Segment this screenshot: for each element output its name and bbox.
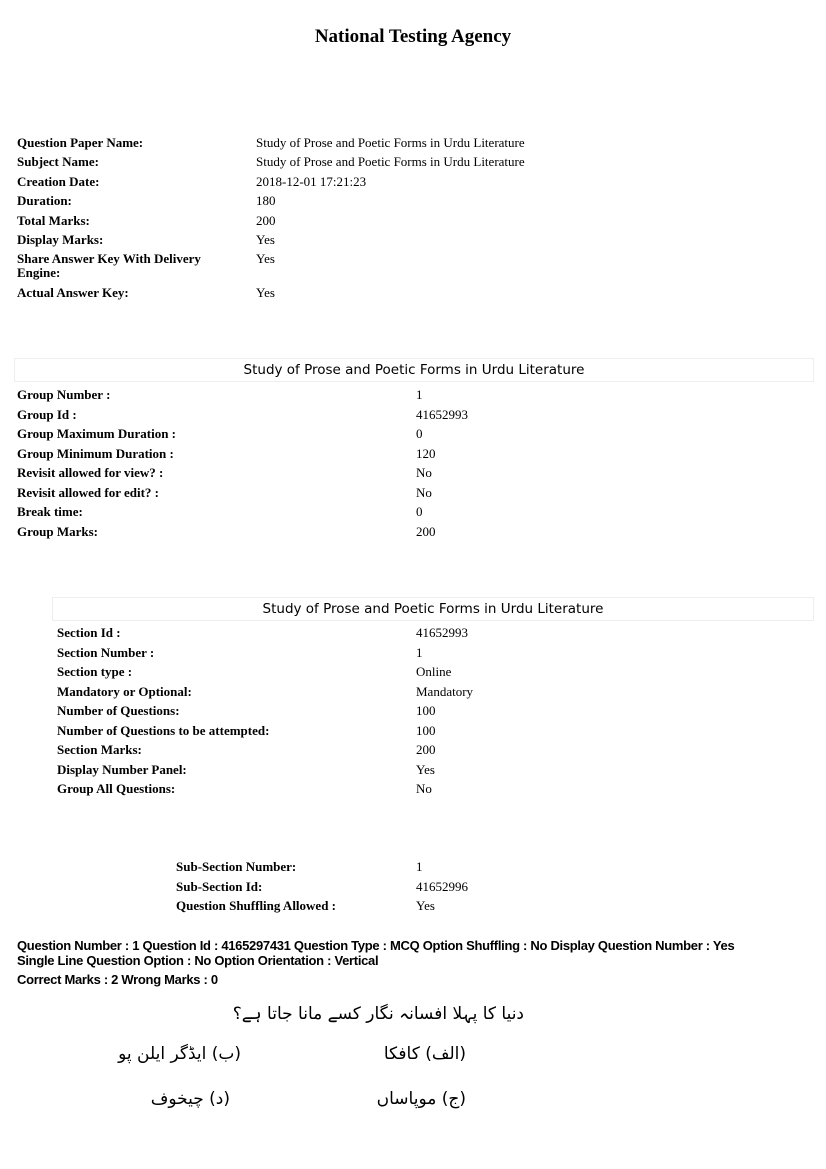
field-value: Study of Prose and Poetic Forms in Urdu Literature — [256, 135, 525, 150]
field-label: Display Marks: — [17, 232, 104, 247]
option-b: (ب) ایڈگر ایلن پو — [118, 1044, 241, 1064]
field-value: 1 — [416, 859, 423, 874]
question-meta: Question Number : 1 Question Id : 4165297431 Question Type : MCQ Option Shuffling : No Display Question Number : Yes — [17, 938, 735, 953]
field-value: Mandatory — [416, 683, 474, 699]
question-options-meta: Single Line Question Option : No Option Orientation : Vertical — [17, 953, 379, 968]
field-value: Study of Prose and Poetic Forms in Urdu Literature — [256, 154, 525, 170]
field-value: Yes — [256, 285, 275, 301]
page-title: National Testing Agency — [314, 26, 512, 47]
group-header: Study of Prose and Poetic Forms in Urdu Literature — [14, 358, 814, 382]
field-value: 200 — [416, 742, 436, 757]
field-value: No — [416, 465, 432, 480]
field-label: Question Shuffling Allowed : — [176, 898, 337, 913]
field-value: Yes — [256, 251, 275, 267]
field-value: Yes — [416, 898, 435, 913]
field-value: 100 — [416, 722, 436, 738]
field-value: 41652993 — [416, 406, 468, 422]
field-label: Group Id : — [17, 406, 77, 422]
field-label: Group All Questions: — [57, 781, 176, 796]
field-label: Group Marks: — [17, 523, 99, 539]
field-label: Section type : — [57, 664, 133, 679]
field-label: Section Marks: — [57, 742, 142, 757]
question-marks: Correct Marks : 2 Wrong Marks : 0 — [17, 972, 218, 987]
field-value: 180 — [256, 193, 276, 209]
field-value: 2018-12-01 17:21:23 — [256, 173, 367, 189]
field-value: No — [416, 781, 432, 796]
field-value: 200 — [416, 523, 436, 539]
field-label: Duration: — [17, 193, 72, 209]
field-value: Online — [416, 664, 452, 679]
field-label: Display Number Panel: — [57, 761, 187, 777]
field-label: Group Number : — [17, 387, 111, 402]
field-label: Section Number : — [57, 644, 155, 660]
field-value: 100 — [416, 703, 436, 718]
field-value: 200 — [256, 212, 276, 228]
field-value: 1 — [416, 644, 423, 660]
field-value: No — [416, 484, 432, 500]
option-a: (الف) کافکا — [383, 1044, 466, 1064]
field-label: Actual Answer Key: — [17, 285, 129, 301]
field-value: 41652993 — [416, 625, 468, 640]
section-header: Study of Prose and Poetic Forms in Urdu Literature — [52, 597, 814, 621]
field-value: 41652996 — [416, 878, 468, 894]
option-c: (ج) موپاساں — [376, 1089, 466, 1109]
field-label: Break time: — [17, 504, 83, 519]
field-label: Number of Questions: — [57, 703, 180, 718]
field-label: Section Id : — [57, 625, 121, 640]
question-text: دنیا کا پہلا افسانہ نگار کسے مانا جاتا ہے؟ — [232, 1004, 524, 1024]
field-label: Share Answer Key With Delivery Engine: — [17, 251, 201, 281]
field-label: Subject Name: — [17, 154, 99, 170]
field-label: Creation Date: — [17, 173, 100, 189]
field-label: Group Maximum Duration : — [17, 426, 177, 441]
field-label: Revisit allowed for edit? : — [17, 484, 160, 500]
field-value: Yes — [416, 761, 435, 777]
field-label: Group Minimum Duration : — [17, 445, 174, 461]
field-label: Sub-Section Id: — [176, 878, 263, 894]
field-label: Total Marks: — [17, 212, 90, 228]
field-value: 1 — [416, 387, 423, 402]
field-label: Sub-Section Number: — [176, 859, 297, 874]
field-label: Number of Questions to be attempted: — [57, 722, 270, 738]
field-label: Question Paper Name: — [17, 135, 144, 150]
field-label: Revisit allowed for view? : — [17, 465, 164, 480]
field-value: 0 — [416, 426, 423, 441]
field-label: Mandatory or Optional: — [57, 683, 192, 699]
field-value: Yes — [256, 232, 275, 247]
field-value: 0 — [416, 504, 423, 519]
field-value: 120 — [416, 445, 436, 461]
option-d: (د) چیخوف — [150, 1089, 230, 1109]
